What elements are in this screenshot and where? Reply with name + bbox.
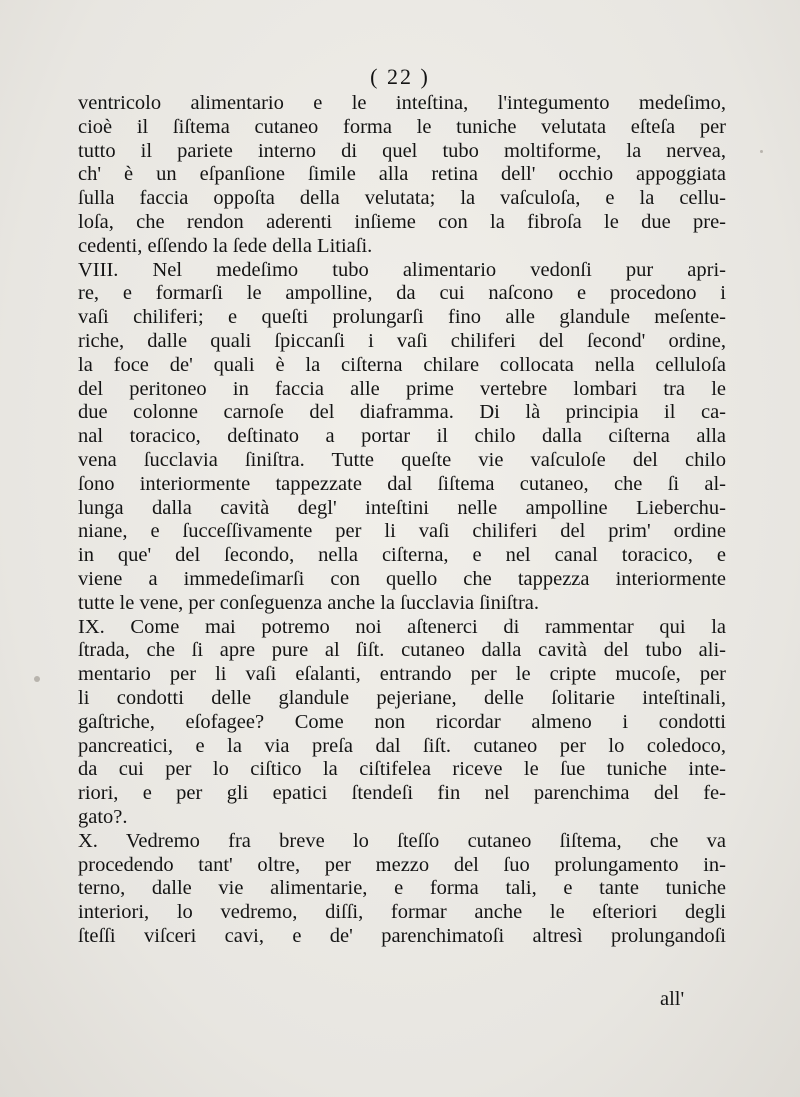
text-line: procedendo tant' oltre, per mezzo del ſuo prolungamento in- [78,853,726,876]
text-line: due colonne carnoſe del diaframma. Di là principia il ca- [78,401,726,424]
text-line: da cui per lo ciſtico la ciſtifelea riceve le ſue tuniche inte- [78,758,726,781]
paper-speck [34,676,40,682]
text-line: interiori, lo vedremo, diſſi, formar anche le eſteriori degli [78,901,726,924]
text-line: la foce de' quali è la ciſterna chilare collocata nella celluloſa [78,353,726,376]
text-line: riche, dalle quali ſpiccanſi i vaſi chiliferi del ſecond' ordine, [78,329,726,352]
text-line: VIII. Nel medeſimo tubo alimentario vedonſi pur apri- [78,258,726,281]
text-line: tutto il pariete interno di quel tubo moltiforme, la nervea, [78,139,726,162]
text-line: del peritoneo in faccia alle prime vertebre lombari tra le [78,377,726,400]
text-line: li condotti delle glandule pejeriane, delle ſolitarie inteſtinali, [78,686,726,709]
text-line: gaſtriche, eſofagee? Come non ricordar almeno i condotti [78,710,726,733]
text-line: ch' è un eſpanſione ſimile alla retina dell' occhio appoggiata [78,163,726,186]
text-line: pancreatici, e la via preſa dal ſiſt. cutaneo per lo coledoco, [78,734,726,757]
text-line: riori, e per gli epatici ſtendeſi fin nel parenchima del fe- [78,782,726,805]
body-text [78,92,726,949]
text-line: terno, dalle vie alimentarie, e forma tali, e tante tuniche [78,877,726,900]
text-line: ſtrada, che ſi apre pure al ſiſt. cutaneo dalla cavità del tubo ali- [78,639,726,662]
text-line: gato?. [78,805,128,828]
text-line: ventricolo alimentario e le inteſtina, l'integumento medeſimo, [78,92,726,114]
text-line: nal toracico, deſtinato a portar il chilo dalla ciſterna alla [78,425,726,448]
catchword: all' [660,988,685,1010]
text-line: ſulla faccia oppoſta della velutata; la vaſculoſa, e la cellu- [78,187,726,210]
text-line: re, e formarſi le ampolline, da cui naſcono e procedono i [78,282,726,305]
text-line: tutte le vene, per conſeguenza anche la ſucclavia ſiniſtra. [78,591,540,614]
text-line: vena ſucclavia ſiniſtra. Tutte queſte vie vaſculoſe del chilo [78,448,726,471]
text-line: IX. Come mai potremo noi aſtenerci di rammentar qui la [78,615,726,638]
paper-speck [760,150,763,153]
text-line: ſteſſi viſceri cavi, e de' parenchimatoſi altresì prolungandoſi [78,924,726,947]
text-line: cedenti, eſſendo la ſede della Litiaſi. [78,234,373,257]
text-line: niane, e ſucceſſivamente per li vaſi chiliferi del prim' ordine [78,520,726,543]
text-line: viene a immedeſimarſi con quello che tappezza interiormente [78,567,726,590]
page-number: ( 22 ) [370,64,430,89]
text-line: loſa, che rendon aderenti inſieme con la fibroſa le due pre- [78,210,726,233]
text-line: vaſi chiliferi; e queſti prolungarſi fino alle glandule meſente- [78,306,726,329]
text-line: cioè il ſiſtema cutaneo forma le tuniche velutata eſteſa per [78,115,726,138]
text-line: ſono interiormente tappezzate dal ſiſtema cutaneo, che ſi al- [78,472,726,495]
text-line: lunga dalla cavità degl' inteſtini nelle ampolline Lieberchu- [78,496,726,519]
text-line: X. Vedremo fra breve lo ſteſſo cutaneo ſiſtema, che va [78,829,726,852]
text-line: in que' del ſecondo, nella ciſterna, e nel canal toracico, e [78,544,726,567]
text-line: mentario per li vaſi eſalanti, entrando per le cripte mucoſe, per [78,663,726,686]
